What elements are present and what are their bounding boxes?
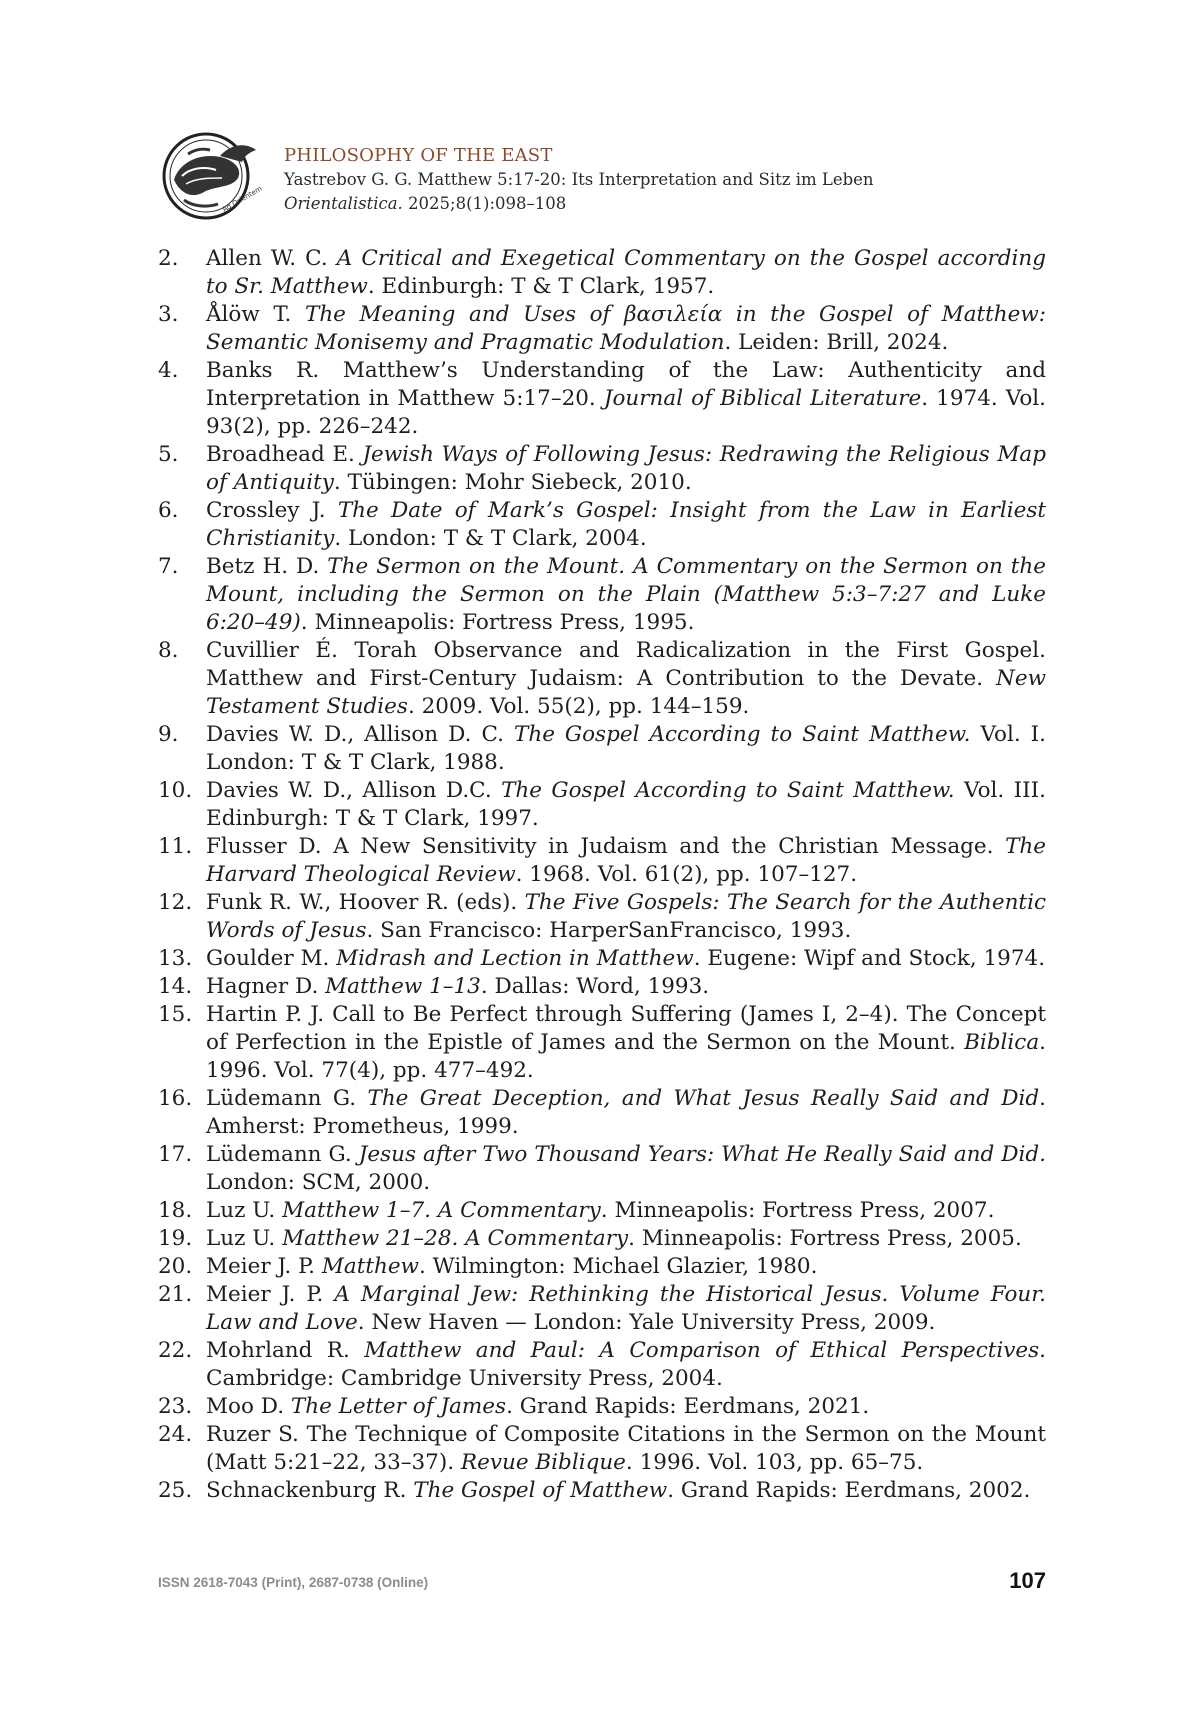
- reference-number: 8.: [158, 638, 179, 663]
- reference-item: [158, 1225, 1046, 1253]
- reference-number: 17.: [158, 1142, 193, 1167]
- reference-title: The Five Gospels: The Search for the Authentic Words of Jesus: [206, 890, 1046, 943]
- reference-title: A Marginal Jew: Rethinking the Historical Jesus. Volume Four. Law and Love: [206, 1282, 1046, 1335]
- reference-segment: . Minneapolis: Fortress Press, 2005.: [628, 1226, 1022, 1251]
- journal-name: PHILOSOPHY OF THE EAST: [284, 145, 553, 166]
- reference-item: [158, 637, 1046, 721]
- reference-title: A Critical and Exegetical Commentary on the Gospel according to Sr. Matthew: [206, 246, 1046, 299]
- reference-item: [158, 1337, 1046, 1393]
- reference-number: 4.: [158, 358, 179, 383]
- reference-item: [158, 1141, 1046, 1197]
- reference-segment: . Eugene: Wipf and Stock, 1974.: [693, 946, 1046, 971]
- reference-number: 15.: [158, 1002, 193, 1027]
- reference-number: 16.: [158, 1086, 193, 1111]
- reference-item: [158, 1253, 1046, 1281]
- reference-title: The Gospel According to Saint Matthew.: [501, 778, 955, 803]
- reference-number: 6.: [158, 498, 179, 523]
- reference-segment: Ålöw T.: [206, 302, 305, 327]
- reference-number: 18.: [158, 1198, 193, 1223]
- reference-text: [206, 1001, 1046, 1085]
- reference-title: Matthew 21–28. A Commentary: [282, 1226, 629, 1251]
- reference-title: Journal of Biblical Literature: [603, 386, 922, 411]
- reference-list: [158, 245, 1046, 1505]
- reference-item: [158, 721, 1046, 777]
- running-header: [284, 144, 874, 216]
- reference-number: 9.: [158, 722, 179, 747]
- reference-text: [206, 1477, 1046, 1505]
- reference-segment: Hagner D.: [206, 974, 326, 999]
- reference-segment: Moo D.: [206, 1394, 291, 1419]
- reference-segment: Cuvillier É. Torah Observance and Radicalization in the First Gospel. Matthew and First-Century Judaism: A Contribution to the Devate.: [206, 638, 1046, 691]
- reference-number: 2.: [158, 246, 179, 271]
- journal-citation: [284, 192, 874, 216]
- reference-title: Matthew and Paul: A Comparison of Ethical Perspectives: [364, 1338, 1040, 1363]
- reference-title: The Sermon on the Mount. A Commentary on the Sermon on the Mount, including the Sermon on the Plain (Matthew 5:3–7:27 and Luke 6:20–49): [206, 554, 1046, 635]
- article-reference: Yastrebov G. G. Matthew 5:17-20: Its Interpretation and Sitz im Leben: [284, 170, 874, 189]
- reference-title: New Testament Studies: [206, 666, 1046, 719]
- reference-title: The Meaning and Uses of βασιλεία in the Gospel of Matthew: Semantic Monisemy and Pragmatic Modulation: [206, 302, 1047, 355]
- reference-segment: . 1996. Vol. 77(4), pp. 477–492.: [206, 1030, 1046, 1083]
- reference-item: [158, 777, 1046, 833]
- reference-segment: Hartin P. J. Call to Be Perfect through Suffering (James I, 2–4). The Concept of Perfection in the Epistle of James and the Sermon on the Mount.: [206, 1002, 1046, 1055]
- reference-segment: . Minneapolis: Fortress Press, 1995.: [300, 610, 695, 635]
- reference-title: The Date of Mark’s Gospel: Insight from the Law in Earliest Christianity: [206, 498, 1047, 551]
- reference-text: [206, 1225, 1046, 1253]
- reference-segment: Betz H. D.: [206, 554, 328, 579]
- reference-segment: Meier J. P.: [206, 1282, 335, 1307]
- reference-number: 7.: [158, 554, 179, 579]
- reference-number: 3.: [158, 302, 179, 327]
- reference-number: 14.: [158, 974, 193, 999]
- reference-text: [206, 777, 1046, 833]
- reference-text: [206, 1085, 1046, 1141]
- reference-item: [158, 1001, 1046, 1085]
- reference-segment: London: SCM, 2000.: [206, 1170, 431, 1195]
- reference-title: The Great Deception, and What Jesus Really Said and Did: [367, 1086, 1040, 1111]
- reference-text: [206, 1197, 1046, 1225]
- reference-segment: . 2009. Vol. 55(2), pp. 144–159.: [407, 694, 750, 719]
- reference-segment: . 1968. Vol. 61(2), pp. 107–127.: [515, 862, 858, 887]
- reference-text: [206, 441, 1046, 497]
- reference-text: [206, 637, 1046, 721]
- reference-segment: Funk R. W., Hoover R. (eds).: [206, 890, 525, 915]
- reference-title: The Letter of James: [290, 1394, 507, 1419]
- reference-item: [158, 441, 1046, 497]
- reference-text: [206, 357, 1046, 441]
- reference-title: Revue Biblique: [460, 1450, 626, 1475]
- reference-segment: . Wilmington: Michael Glazier, 1980.: [418, 1254, 818, 1279]
- reference-segment: . 1996. Vol. 103, pp. 65–75.: [625, 1450, 924, 1475]
- reference-segment: Mohrland R.: [206, 1338, 365, 1363]
- reference-item: [158, 973, 1046, 1001]
- reference-segment: Allen W. C.: [206, 246, 337, 271]
- reference-segment: Lüdemann G.: [206, 1142, 359, 1167]
- reference-title: Jewish Ways of Following Jesus: Redrawing the Religious Map of Antiquity: [206, 442, 1047, 495]
- reference-segment: . Grand Rapids: Eerdmans, 2021.: [506, 1394, 870, 1419]
- reference-text: [206, 301, 1046, 357]
- reference-segment: . Tübingen: Mohr Siebeck, 2010.: [333, 470, 692, 495]
- reference-segment: Crossley J.: [206, 498, 338, 523]
- reference-item: [158, 1477, 1046, 1505]
- reference-item: [158, 889, 1046, 945]
- reference-segment: Davies W. D., Allison D. C.: [206, 722, 515, 747]
- reference-item: [158, 833, 1046, 889]
- reference-item: [158, 245, 1046, 301]
- reference-title: The Harvard Theological Review: [206, 834, 1046, 887]
- footer-issn: ISSN 2618-7043 (Print), 2687-0738 (Online): [158, 1575, 429, 1590]
- reference-segment: . Amherst: Prometheus, 1999.: [206, 1086, 1046, 1139]
- reference-text: [206, 553, 1046, 637]
- reference-item: [158, 945, 1046, 973]
- page-number: 107: [1009, 1568, 1046, 1593]
- reference-title: Matthew 1–7. A Commentary: [282, 1198, 601, 1223]
- reference-title: The Gospel According to Saint Matthew.: [514, 722, 971, 747]
- reference-segment: . Minneapolis: Fortress Press, 2007.: [600, 1198, 995, 1223]
- journal-logo-icon: [158, 126, 270, 222]
- reference-title: Matthew: [321, 1254, 419, 1279]
- reference-item: [158, 497, 1046, 553]
- reference-segment: Broadhead E.: [206, 442, 363, 467]
- reference-segment: . San Francisco: HarperSanFrancisco, 1993.: [366, 918, 852, 943]
- reference-number: 24.: [158, 1422, 193, 1447]
- reference-title: Jesus after Two Thousand Years: What He Really Said and Did.: [358, 1142, 1046, 1167]
- reference-item: [158, 1281, 1046, 1337]
- reference-text: [206, 945, 1046, 973]
- reference-text: [206, 1393, 1046, 1421]
- citation-details: 2025;8(1):098–108: [402, 194, 567, 213]
- reference-segment: Flusser D. A New Sensitivity in Judaism and the Christian Message.: [206, 834, 1006, 859]
- reference-number: 23.: [158, 1394, 193, 1419]
- reference-segment: . New Haven — London: Yale University Press, 2009.: [357, 1310, 936, 1335]
- reference-segment: Lüdemann G.: [206, 1086, 368, 1111]
- reference-segment: Meier J. P.: [206, 1254, 322, 1279]
- reference-text: [206, 1281, 1046, 1337]
- reference-segment: . 1974. Vol. 93(2), pp. 226–242.: [206, 386, 1046, 439]
- reference-number: 11.: [158, 834, 193, 859]
- reference-item: [158, 1393, 1046, 1421]
- svg-text:Ad Orientem: Ad Orientem: [221, 184, 264, 214]
- reference-segment: Goulder M.: [206, 946, 337, 971]
- reference-title: Midrash and Lection in Matthew: [336, 946, 694, 971]
- reference-item: [158, 1421, 1046, 1477]
- reference-text: [206, 721, 1046, 777]
- reference-number: 25.: [158, 1478, 193, 1503]
- reference-text: [206, 1337, 1046, 1393]
- reference-text: [206, 833, 1046, 889]
- citation-journal: Orientalistica.: [284, 194, 403, 213]
- reference-segment: Schnackenburg R.: [206, 1478, 414, 1503]
- reference-segment: . Grand Rapids: Eerdmans, 2002.: [667, 1478, 1031, 1503]
- reference-title: Matthew 1–13: [325, 974, 481, 999]
- reference-text: [206, 1141, 1046, 1197]
- reference-number: 5.: [158, 442, 179, 467]
- reference-segment: Ruzer S. The Technique of Composite Citations in the Sermon on the Mount (Matt 5:21–22, 33–37).: [206, 1422, 1046, 1475]
- reference-segment: Luz U.: [206, 1198, 283, 1223]
- reference-number: 19.: [158, 1226, 193, 1251]
- reference-item: [158, 553, 1046, 637]
- reference-text: [206, 1253, 1046, 1281]
- reference-text: [206, 889, 1046, 945]
- reference-text: [206, 497, 1046, 553]
- reference-item: [158, 1085, 1046, 1141]
- reference-title: Biblica: [964, 1030, 1040, 1055]
- reference-number: 12.: [158, 890, 193, 915]
- reference-segment: Davies W. D., Allison D.C.: [206, 778, 502, 803]
- reference-segment: Vol. I. London: T & T Clark, 1988.: [206, 722, 1046, 775]
- reference-text: [206, 973, 1046, 1001]
- reference-item: [158, 301, 1046, 357]
- reference-segment: Vol. III. Edinburgh: T & T Clark, 1997.: [206, 778, 1046, 831]
- reference-text: [206, 1421, 1046, 1477]
- reference-segment: Luz U.: [206, 1226, 283, 1251]
- reference-segment: . London: T & T Clark, 2004.: [334, 526, 647, 551]
- reference-segment: Banks R. Matthew’s Understanding of the Law: Authenticity and Interpretation in Matthew 5:17–20.: [206, 358, 1046, 411]
- reference-number: 21.: [158, 1282, 193, 1307]
- reference-segment: . Edinburgh: T & T Clark, 1957.: [367, 274, 715, 299]
- reference-segment: . Cambridge: Cambridge University Press, 2004.: [206, 1338, 1047, 1391]
- reference-number: 10.: [158, 778, 193, 803]
- reference-number: 20.: [158, 1254, 193, 1279]
- reference-text: [206, 245, 1046, 301]
- reference-number: 13.: [158, 946, 193, 971]
- reference-number: 22.: [158, 1338, 193, 1363]
- reference-title: The Gospel of Matthew: [413, 1478, 668, 1503]
- reference-segment: . Leiden: Brill, 2024.: [724, 330, 949, 355]
- reference-item: [158, 1197, 1046, 1225]
- reference-segment: . Dallas: Word, 1993.: [480, 974, 710, 999]
- reference-item: [158, 357, 1046, 441]
